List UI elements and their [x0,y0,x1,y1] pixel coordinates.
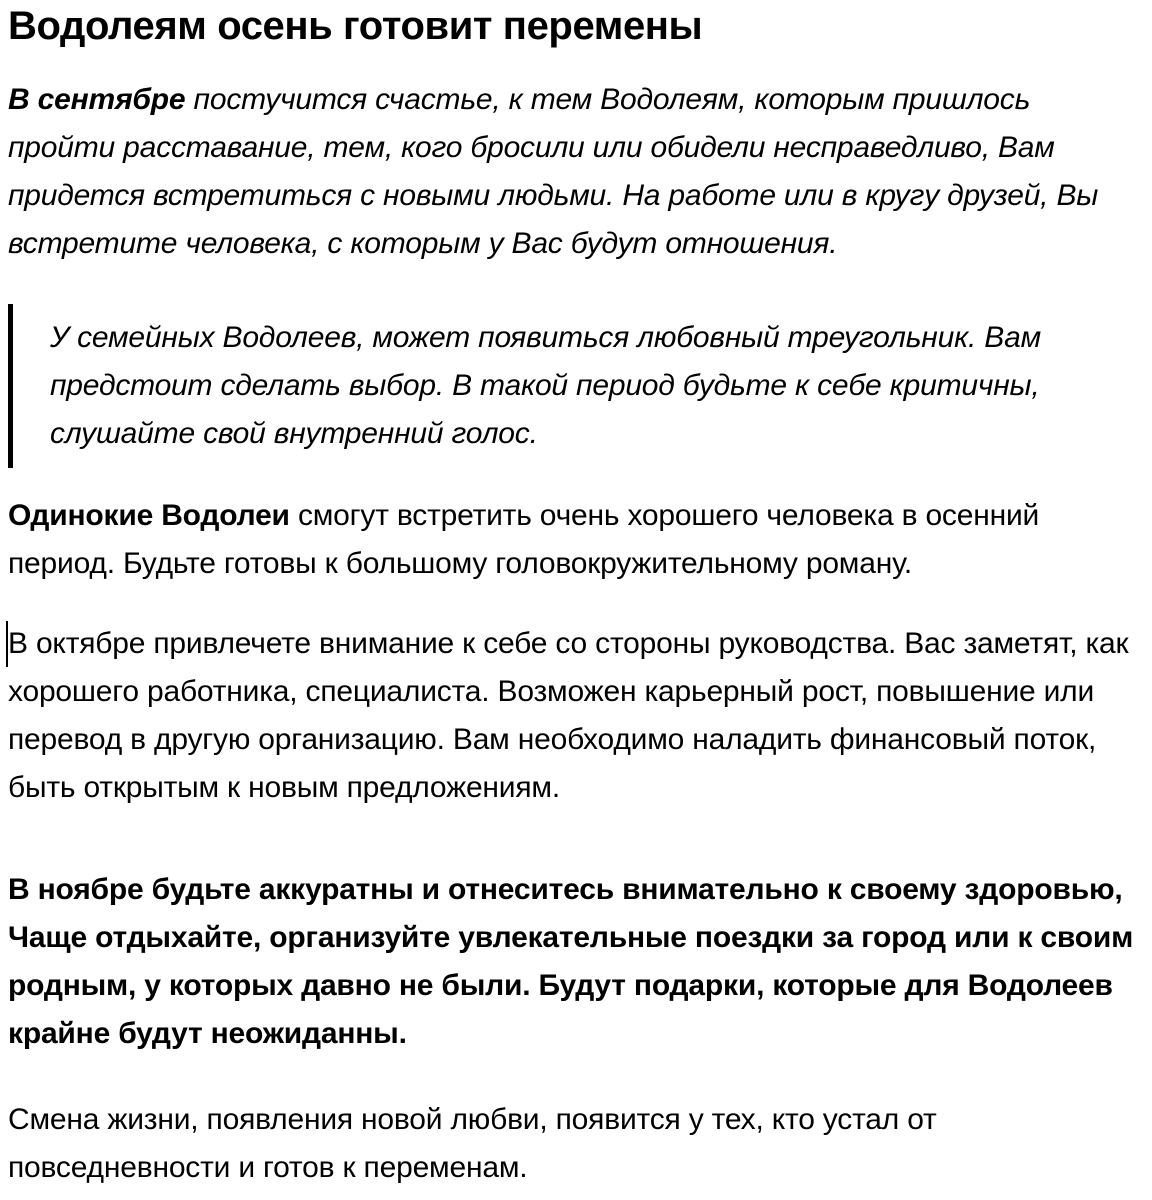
september-lead-bold: В сентябре [8,83,186,116]
paragraph-life-changes[interactable]: Смена жизни, появления новой любви, появится у тех, кто устал от повседневности и готов к переменам. [8,1103,937,1184]
article-title[interactable]: Водолеям осень готовит перемены [8,4,703,48]
september-text: постучится счастье, к тем Водолеям, которым пришлось пройти расставание, тем, кого бросили или обидели несправедливо, Вам придется встретиться с новыми людьми. На работе или в кругу друзей, Вы встретите человека, с которым у Вас будут отношения. [8,83,1099,260]
paragraph-september[interactable] [8,76,1142,268]
paragraph-october[interactable] [8,620,1142,812]
single-text: смогут встретить очень хорошего человека в осенний период. Будьте готовы к большому головокружительному роману. [8,499,1040,580]
paragraph-november[interactable]: В ноябре будьте аккуратны и отнеситесь внимательно к своему здоровью, Чаще отдыхайте, организуйте увлекательные поездки за город или к своим родным, у которых давно не были. Будут подарки, которые для Водолеев крайне будут неожиданны. [8,873,1134,1050]
single-lead-bold: Одинокие Водолеи [8,499,290,532]
text-cursor-caret [6,621,8,667]
blockquote-text: У семейных Водолеев, может появиться любовный треугольник. Вам предстоит сделать выбор. В такой период будьте к себе критичны, слушайте свой внутренний голос. [50,321,1041,450]
blockquote-family-aquarius[interactable] [8,304,1142,468]
october-text: В октябре привлечете внимание к себе со стороны руководства. Вас заметят, как хорошего работника, специалиста. Возможен карьерный рост, повышение или перевод в другую организацию. Вам необходимо наладить финансовый поток, быть открытым к новым предложениям. [8,627,1129,804]
paragraph-single-aquarius[interactable] [8,492,1142,588]
